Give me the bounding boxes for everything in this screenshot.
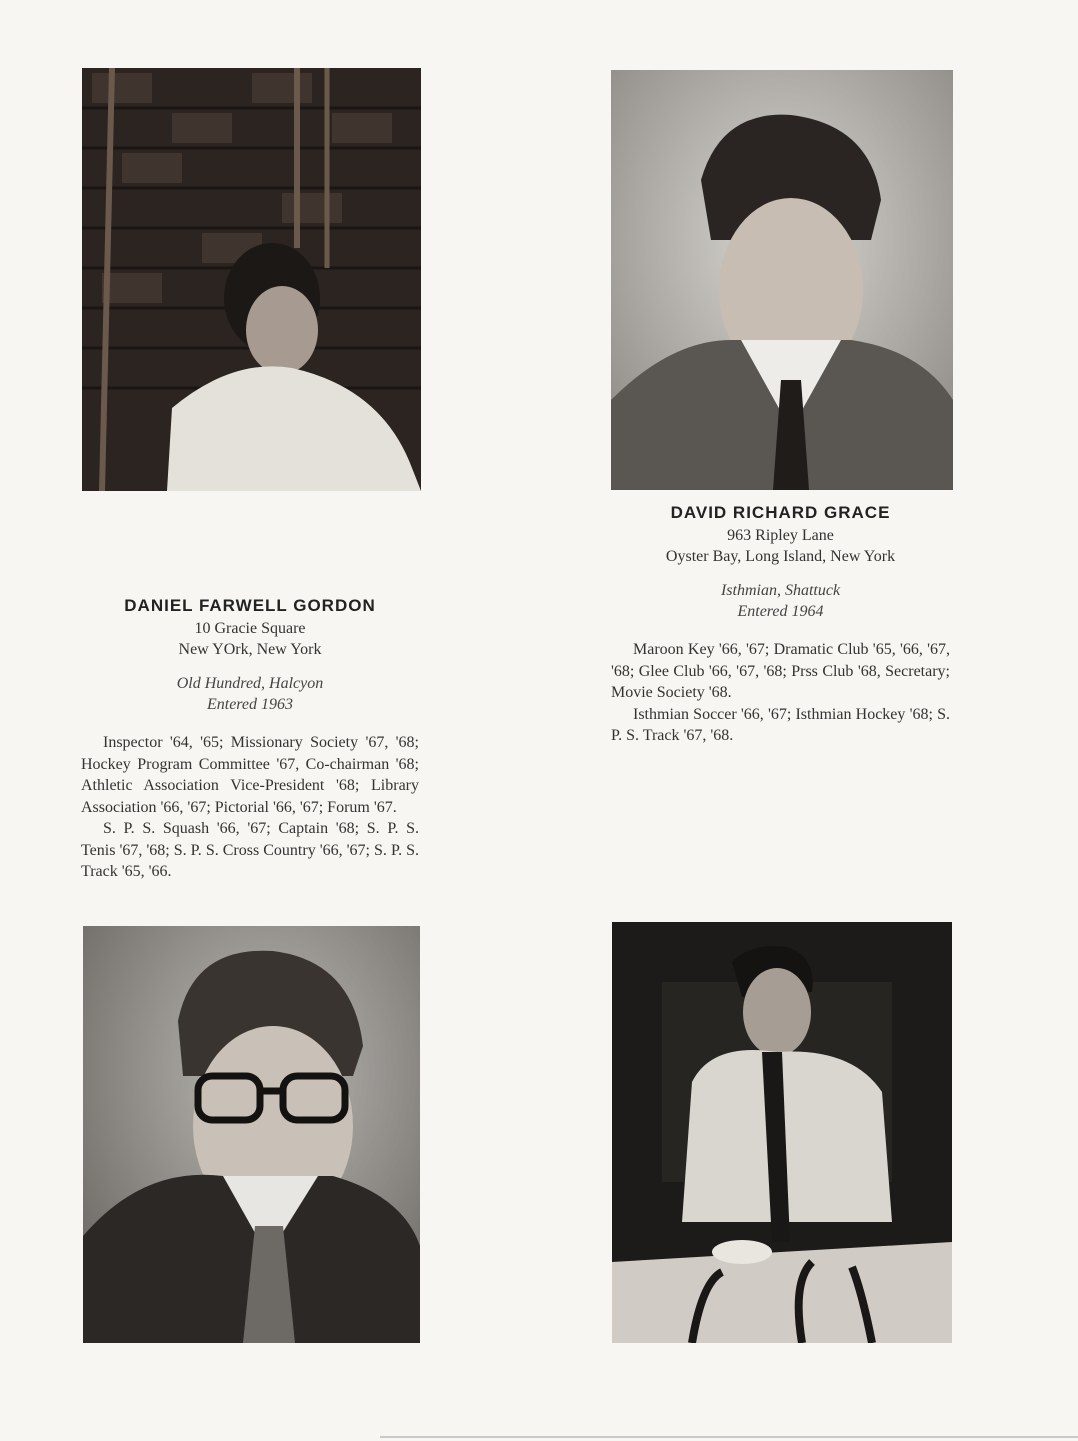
photo-gordon-candid bbox=[82, 68, 421, 491]
address-line-2: Oyster Bay, Long Island, New York bbox=[665, 548, 896, 565]
sports-paragraph: S. P. S. Squash '66, '67; Captain '68; S. P. S. Tenis '67, '68; S. P. S. Cross Country '66, '67; S. P. S. Track '65, '66. bbox=[81, 820, 419, 880]
photo-gordon-portrait bbox=[83, 926, 420, 1343]
sports-paragraph: Isthmian Soccer '66, '67; Isthmian Hockey '68; S. P. S. Track '67, '68. bbox=[611, 705, 950, 744]
houses: Isthmian, Shattuck bbox=[720, 582, 841, 599]
student-name: DAVID RICHARD GRACE bbox=[670, 503, 891, 522]
address-line-2: New YOrk, New York bbox=[178, 641, 322, 658]
page-edge-rule bbox=[380, 1436, 1078, 1438]
activities-paragraph: Inspector '64, '65; Missionary Society '67, '68; Hockey Program Committee '67, Co-chairman '68; Athletic Association Vice-President '68; Library Association '66, '67; Pictorial '66, '67; Forum '67. bbox=[81, 734, 419, 816]
student-name: DANIEL FARWELL GORDON bbox=[124, 596, 376, 615]
activities-paragraph: Maroon Key '66, '67; Dramatic Club '65, '66, '67, '68; Glee Club '66, '67, '68; Prss Club '68, Secretary; Movie Society '68. bbox=[611, 641, 950, 701]
photo-grace-candid bbox=[612, 922, 952, 1343]
houses: Old Hundred, Halcyon bbox=[176, 675, 324, 692]
photo-grace-portrait bbox=[611, 70, 953, 490]
bio-gordon bbox=[81, 596, 419, 883]
bio-grace bbox=[611, 503, 950, 747]
address-line-1: 963 Ripley Lane bbox=[727, 527, 834, 544]
address-line-1: 10 Gracie Square bbox=[194, 620, 306, 637]
entered-year: Entered 1964 bbox=[737, 603, 824, 620]
entered-year: Entered 1963 bbox=[206, 696, 294, 713]
